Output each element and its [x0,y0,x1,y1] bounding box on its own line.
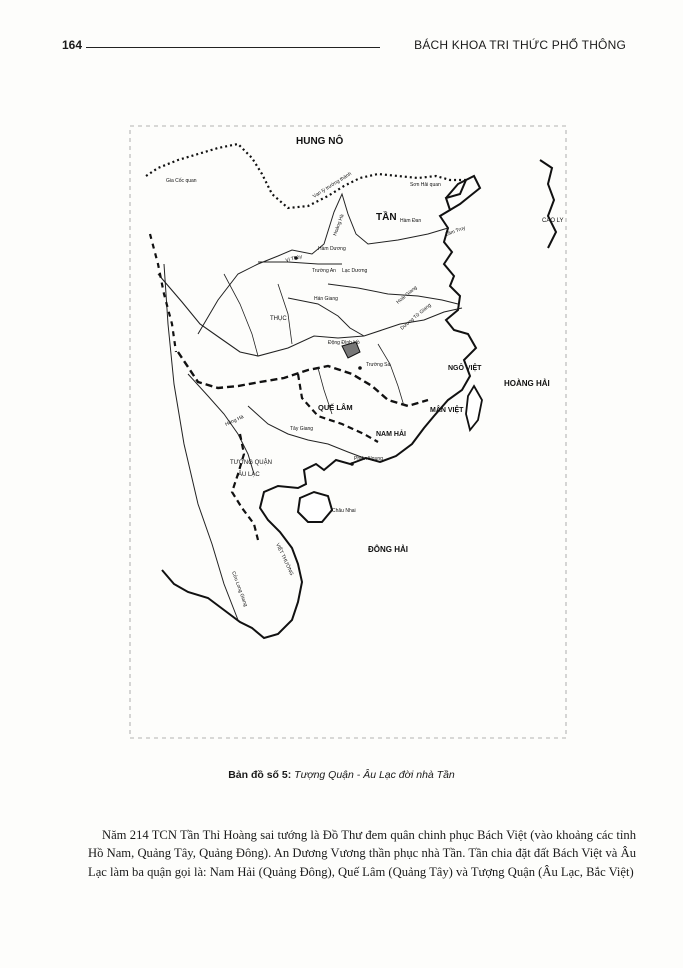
map-svg [128,124,568,740]
mekong-river [164,264,238,620]
label-tan: TẦN [376,212,397,223]
korea-coast [540,160,556,248]
label-son-hai-quan: Sơn Hải quan [410,182,441,188]
shandong-peninsula [446,176,480,210]
great-wall [146,144,466,208]
label-gia-coc-quan: Gia Cốc quan [166,178,197,184]
label-han-giang: Hán Giang [314,296,338,302]
map-frame [130,126,566,738]
label-van-ly-truong-thanh: Vạn lý trường thành [311,171,353,200]
label-que-lam: QUẾ LÂM [318,403,353,412]
label-cao-ly: CAO LY [542,218,564,224]
city-dot-truong-sa [358,366,362,370]
label-au-lac: ÂU LẠC [238,472,260,478]
label-vi-thuy: Vị Thủy [284,253,303,264]
page-header [62,38,626,58]
han-river [288,298,364,336]
city-dot-phien-ngung [350,462,354,466]
label-truong-an: Trường An [312,268,336,274]
running-title: BÁCH KHOA TRI THỨC PHỔ THÔNG [414,38,626,52]
label-tay-giang: Tây Giang [290,426,314,432]
label-dong-hai: ĐÔNG HẢI [368,545,408,554]
label-tuong-quan: TƯỢNG QUẬN [230,460,272,466]
label-truong-sa: Trường Sa [366,362,391,368]
tributary-4 [378,344,404,406]
label-hung-no: HUNG NÔ [296,136,344,147]
label-man-viet: MÂN VIỆT [430,407,464,414]
label-cuu-long-giang: Cửu Long Giang [230,570,249,608]
label-lam-truy: Lâm Truy [444,225,467,238]
caption-prefix: Bản đồ số 5: [228,769,292,781]
label-nam-hai: NAM HẢI [376,431,406,438]
label-lac-duong: Lạc Dương [342,268,368,274]
label-ham-duong: Hàm Dương [318,246,346,252]
hainan-island [298,492,332,522]
body-paragraph: Năm 214 TCN Tần Thỉ Hoàng sai tướng là Đồ Thư đem quân chinh phục Bách Việt (vào khoảng các tỉnh Hồ Nam, Quảng Tây, Quảng Đông). An Dương Vương thần phục nhà Tần. Tần chia đặt đất Bách Việt và Âu Lạc làm ba quận gọi là: Nam Hải (Quảng Đông), Quế Lâm (Quảng Tây) và Tượng Quận (Âu Lạc, Bắc Việt) [88,827,636,879]
western-frontier [150,234,176,352]
label-viet-thuong: VIỆT THƯỜNG [274,542,295,577]
label-ngo-viet: NGÔ VIỆT [448,365,482,372]
label-hoai-giang: Hoài Giang [395,284,419,306]
label-hong-ha: Hồng Hà [224,414,245,428]
label-thuc: THỤC [270,316,287,322]
tributary-2 [278,284,292,344]
tuong-quan-boundary [232,434,258,540]
label-duong-tu-giang: Dương Tử Giang [399,302,433,332]
map-caption [0,769,683,781]
label-phien-ngung: Phiên Ngung [354,456,383,462]
west-river [248,406,364,458]
header-rule [86,47,380,48]
huai-river [328,284,458,304]
label-ham-dan: Hàm Đan [400,218,422,224]
red-river [188,374,254,474]
taiwan-island [466,386,482,430]
label-hoang-hai: HOÀNG HẢI [504,379,550,388]
historical-map [128,124,568,740]
label-hoang-ha: Hoàng Hà [332,213,346,237]
label-dong-dinh-ho: Động Đình Hồ [328,340,360,346]
caption-title: Tượng Quận - Âu Lạc đời nhà Tần [294,769,455,781]
page-number: 164 [62,38,83,52]
wei-river [258,262,342,264]
label-chau-nhai: Châu Nhai [332,508,356,514]
